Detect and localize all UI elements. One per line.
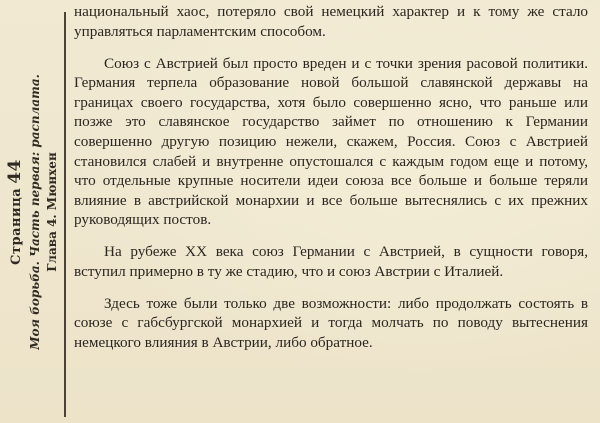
paragraph: Здесь тоже были только две возможности: либо продолжать состоять в союзе с габсбургской монархией и тогда молчать по поводу вытеснения немецкого влияния в Австрии, либо обратное. xyxy=(74,294,588,352)
paragraph: национальный хаос, потеряло свой немецкий характер и к тому же стало управляться парламентским способом. xyxy=(74,3,588,40)
page-body xyxy=(74,2,588,365)
page-label-column xyxy=(6,0,24,423)
page-number: 44 xyxy=(5,158,25,184)
page-label: Страница xyxy=(9,187,24,265)
book-title-column xyxy=(27,0,43,423)
chapter-title: Глава 4. Мюнхен xyxy=(45,151,59,272)
sidebar-divider xyxy=(64,12,66,417)
book-title: Моя борьба. Часть первая: расплата. xyxy=(28,73,42,350)
paragraph: Союз с Австрией был просто вреден и с точки зрения расовой политики. Германия терпела образование новой большой славянской державы на границах своего государства, хотя было совершенно ясно, что раньше или позже это славянское государство займет по отношению к Германии совершенно другую позицию нежели, скажем, Россия. Союз с Австрией становился слабей и внутренне опустошался с каждым годом еще и потому, что отдельные крупные носители идеи союза все больше и больше теряли влияние в австрийской монархии и все больше вытеснялись с их прежних руководящих постов. xyxy=(74,54,588,229)
chapter-column xyxy=(44,0,60,423)
page-sidebar xyxy=(0,0,66,423)
paragraph: На рубеже XX века союз Германии с Австрией, в сущности говоря, вступил примерно в ту же стадию, что и союз Австрии с Италией. xyxy=(74,243,588,280)
